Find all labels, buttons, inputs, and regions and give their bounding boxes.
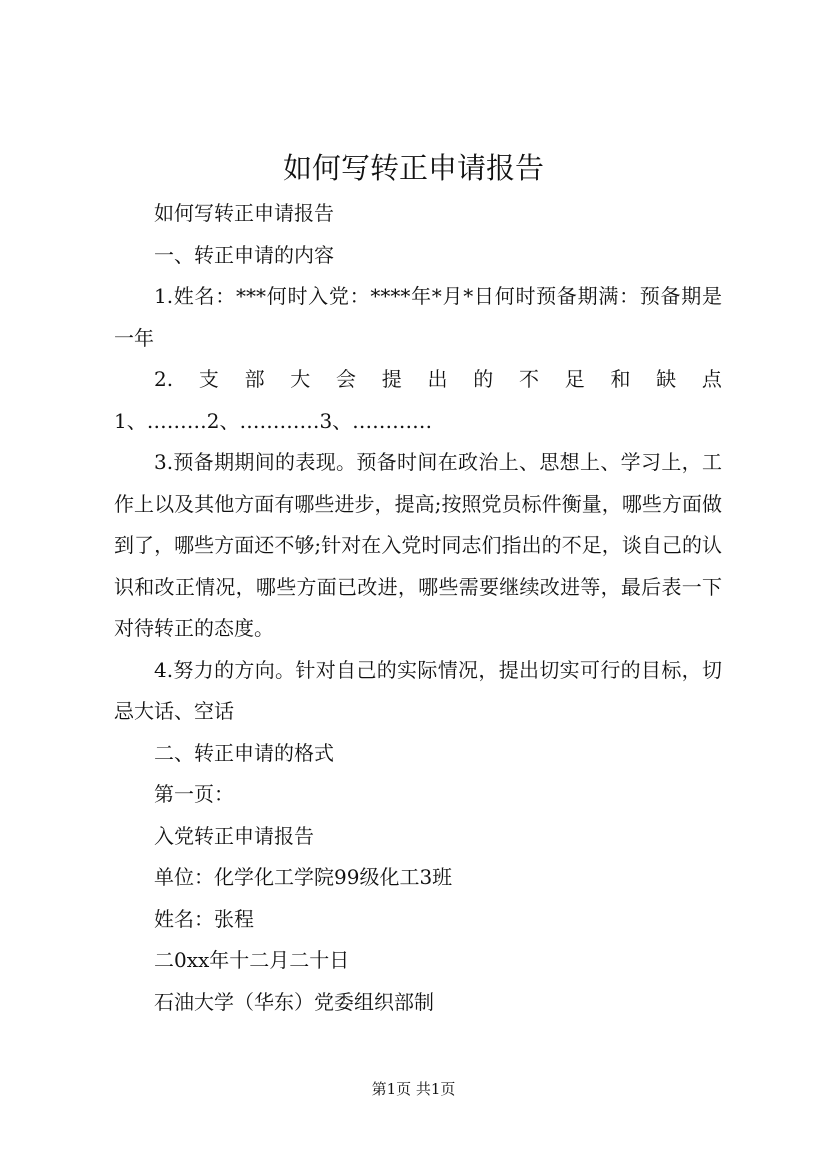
page-title: 如何写转正申请报告 xyxy=(282,151,544,185)
paragraph-item-4: 4.努力的方向。针对自己的实际情况，提出切实可行的目标，切忌大话、空话 xyxy=(114,657,722,723)
paragraph-first-page: 第一页： xyxy=(154,782,234,806)
paragraph-item-1: 1.姓名：***何时入党：****年*月*日何时预备期满：预备期是一年 xyxy=(114,284,722,350)
spread-word: 出 xyxy=(427,367,448,391)
spread-word: 不 xyxy=(518,367,539,391)
spread-word: 大 xyxy=(290,367,311,391)
document-body xyxy=(114,193,722,1023)
paragraph-item-3: 3.预备期期间的表现。预备时间在政治上、思想上、学习上，工作上以及其他方面有哪些进步，提高;按照党员标件衡量，哪些方面做到了，哪些方面还不够;针对在入党时同志们指出的不足，谈自己的认识和改正情况，哪些方面已改进，哪些需要继续改进等，最后表一下对待转正的态度。 xyxy=(114,450,722,640)
spread-word: 2. xyxy=(154,367,174,391)
paragraph-report-title: 入党转正申请报告 xyxy=(154,823,314,848)
spread-word: 和 xyxy=(610,367,631,391)
spread-word: 缺 xyxy=(656,367,677,391)
paragraph-section-2-heading: 二、转正申请的格式 xyxy=(154,740,334,765)
paragraph-section-1-heading: 一、转正申请的内容 xyxy=(154,242,334,267)
page-footer: 第1页 共1页 xyxy=(371,1080,456,1098)
spread-word: 点 xyxy=(701,367,722,391)
spread-word: 足 xyxy=(564,367,585,391)
spread-word: 会 xyxy=(336,367,357,391)
paragraph-name: 姓名：张程 xyxy=(154,906,254,931)
paragraph-subtitle: 如何写转正申请报告 xyxy=(154,201,334,225)
spread-word: 支 xyxy=(198,367,219,391)
paragraph-date: 二0xx年十二月二十日 xyxy=(154,948,350,972)
spread-word: 部 xyxy=(244,367,265,391)
paragraph-item-2-list: 1、………2、…………3、………… xyxy=(114,408,433,433)
paragraph-issuer: 石油大学（华东）党委组织部制 xyxy=(154,989,434,1014)
paragraph-unit: 单位：化学化工学院99级化工3班 xyxy=(154,865,453,889)
spread-word: 的 xyxy=(473,367,494,391)
spread-word: 提 xyxy=(381,367,402,391)
paragraph-item-2-spread xyxy=(114,359,722,401)
